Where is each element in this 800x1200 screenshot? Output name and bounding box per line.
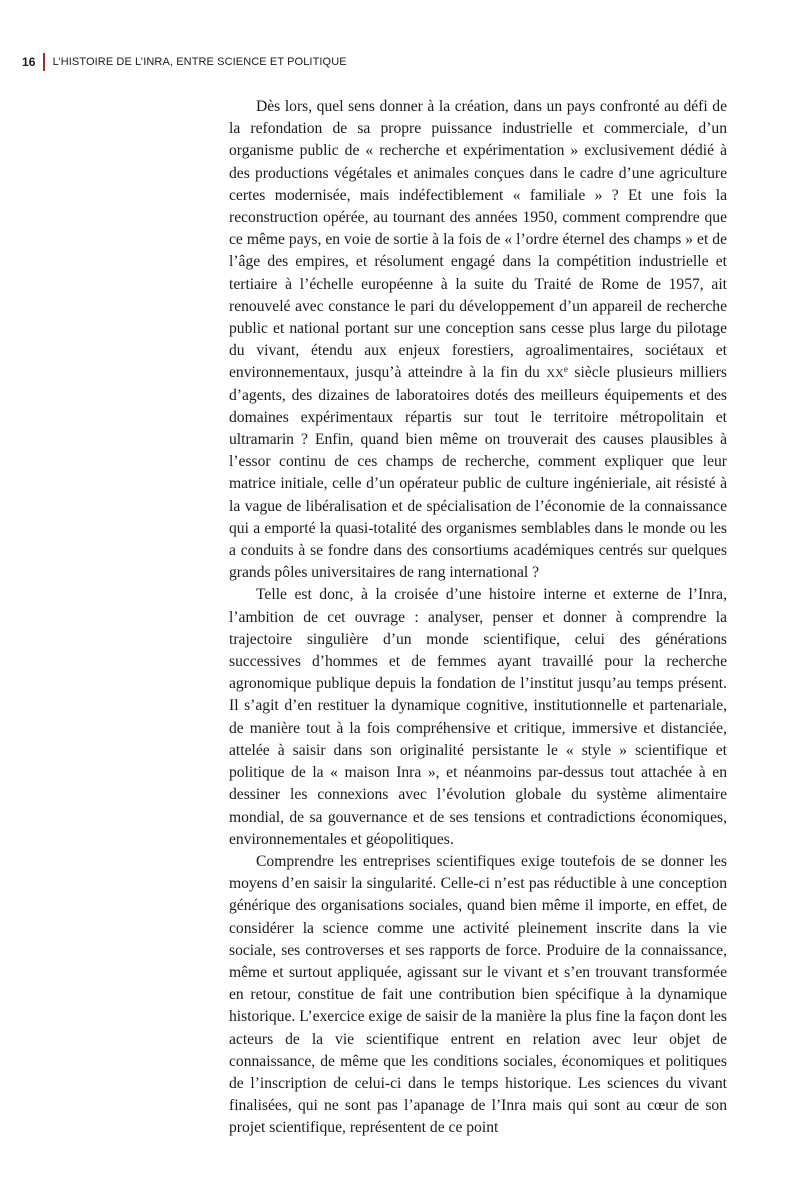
paragraph-1-part-b: siècle plusieurs milliers d’agents, des dizaines de laboratoires dotés des meilleurs équipements et des domaines expérimentaux répartis sur tout le territoire métropolitain et ultramarin ? Enfin, quand bien même on trouverait des causes plausibles à l’essor continu de ces champs de recherche, comment expliquer que leur matrice initiale, celle d’un opérateur public de culture ingénieriale, ait résisté à la vague de libéralisation et de spécialisation de l’économie de la connaissance qui a emporté la quasi-totalité des organismes semblables dans le monde ou les a conduits à se fondre dans des consortiums académiques centrés sur quelques grands pôles universitaires de rang international ? <box>229 364 728 582</box>
page-number: 16 <box>22 55 36 69</box>
paragraph-2: Telle est donc, à la croisée d’une histoire interne et externe de l’Inra, l’ambition de cet ouvrage : analyser, penser et donner à comprendre la trajectoire singulière d’un monde scientifique, celui des générations successives d’hommes et de femmes ayant travaillé pour la recherche agronomique publique depuis la fondation de l’institut jusqu’au temps présent. Il s’agit d’en restituer la dynamique cognitive, institutionnelle et partenariale, de manière tout à la fois compréhensive et critique, immersive et distanciée, attelée à saisir dans son originalité persistante le « style » scientifique et politique de la « maison Inra », et néanmoins par-dessus tout attachée à en dessiner les connexions avec l’évolution globale du système alimentaire mondial, de sa gouvernance et de ses tensions et contradictions économiques, environnementales et géopolitiques. <box>229 586 727 848</box>
paragraph-3: Comprendre les entreprises scientifiques exige toutefois de se donner les moyens d’en saisir la singularité. Celle-ci n’est pas réductible à une conception générique des organisations sociales, quand bien même il importe, en effet, de considérer la science comme une activité pleinement inscrite dans la vie sociale, ses controverses et ses rapports de force. Produire de la connaissance, même et surtout appliquée, agissant sur le vivant et s’en trouvant transformée en retour, constitue de fait une contribution bien spécifique à la dynamique historique. L’exercice exige de saisir de la manière la plus fine la façon dont les acteurs de la vie scientifique entrent en relation avec leur objet de connaissance, de même que les conditions sociales, économiques et politiques de l’inscription de celui-ci dans le temps historique. Les sciences du vivant finalisées, qui ne sont pas l’apanage de l’Inra mais qui sont au cœur de son projet scientifique, représentent de ce point <box>229 852 727 1137</box>
header-divider <box>43 53 45 71</box>
running-head <box>22 52 347 72</box>
paragraph-1-part-a: Dès lors, quel sens donner à la création, dans un pays confronté au défi de la refondation de sa propre puissance industrielle et commerciale, d’un organisme public de « recherche et expérimentation » exclusivement dédié à des productions végétales et animales conçues dans le cadre d’une agriculture certes modernisée, mais indéfectiblement « familiale » ? Et une fois la reconstruction opérée, au tournant des années 1950, comment comprendre que ce même pays, en voie de sortie à la fois de « l’ordre éternel des champs » et de l’âge des empires, et résolument engagé dans la compétition industrielle et tertiaire à l’échelle européenne à la suite du Traité de Rome de 1957, ait renouvelé avec constance le pari du développement d’un appareil de recherche public et national portant sur une conception sans cesse plus large du pilotage du vivant, étendu aux enjeux forestiers, agroalimentaires, sociétaux et environnementaux, jusqu’à atteindre à la fin du <box>229 98 727 382</box>
running-title: L’HISTOIRE DE L’INRA, ENTRE SCIENCE ET POLITIQUE <box>52 56 347 68</box>
century-numeral: XX <box>546 366 564 381</box>
body-text <box>229 96 727 1140</box>
paragraph-1 <box>229 96 727 584</box>
century-superscript: e <box>563 364 568 375</box>
